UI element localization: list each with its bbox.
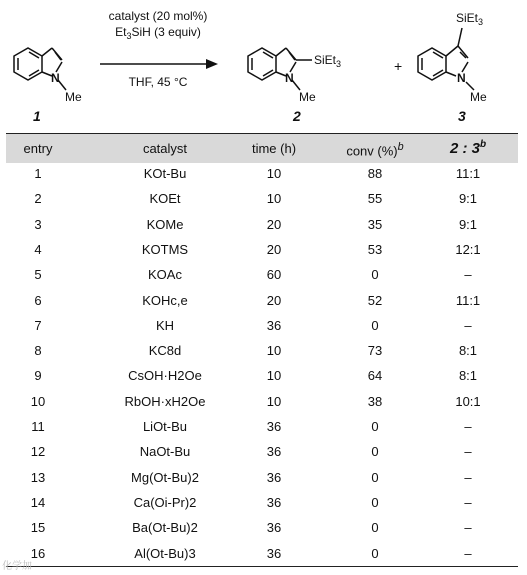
header-ratio bbox=[426, 139, 510, 157]
reaction-scheme bbox=[0, 0, 527, 128]
ratio-cell: 9:1 bbox=[458, 216, 478, 232]
ratio-cell: – bbox=[464, 545, 472, 561]
silyl-group-2: SiEt$_3$ bbox=[314, 53, 342, 69]
conversion-cell: 0 bbox=[371, 545, 379, 561]
entry-cell: 1 bbox=[34, 166, 42, 181]
entry-cell: 7 bbox=[34, 317, 42, 333]
table-row bbox=[6, 466, 518, 490]
compound-label-3: 3 bbox=[458, 108, 466, 124]
indole-structure-2 bbox=[248, 48, 312, 90]
catalyst-cell: KOt-Bu bbox=[143, 166, 187, 181]
time-cell: 36 bbox=[266, 317, 282, 333]
time-cell: 10 bbox=[266, 343, 282, 359]
table-row bbox=[6, 516, 518, 540]
table-row bbox=[6, 542, 518, 566]
solvent-temperature-condition: THF, 45 °C bbox=[128, 75, 188, 89]
header-ratio-label: 2 : 3 bbox=[449, 140, 480, 157]
time-cell: 60 bbox=[266, 267, 282, 283]
conversion-cell: 52 bbox=[367, 292, 383, 308]
time-cell: 36 bbox=[266, 419, 282, 434]
n-atom-2: N bbox=[285, 71, 294, 85]
arrow-head bbox=[206, 59, 218, 69]
silyl-group-3: SiEt$_3$ bbox=[456, 11, 484, 27]
ratio-cell: – bbox=[464, 267, 472, 283]
conversion-cell: 38 bbox=[367, 393, 383, 409]
table-row bbox=[6, 238, 518, 262]
catalyst-cell: KOHc,e bbox=[142, 292, 188, 308]
conversion-cell: 0 bbox=[371, 267, 379, 283]
table-row bbox=[6, 364, 518, 388]
time-cell: 36 bbox=[266, 494, 282, 510]
conversion-cell: 35 bbox=[367, 216, 383, 232]
entry-cell: 2 bbox=[34, 191, 42, 207]
time-cell: 20 bbox=[266, 216, 282, 232]
catalyst-cell: KC8d bbox=[148, 343, 182, 359]
entry-cell: 15 bbox=[30, 520, 46, 536]
table-row bbox=[6, 314, 518, 338]
table-row bbox=[6, 440, 518, 464]
header-ratio-footnote: b bbox=[479, 139, 487, 150]
catalyst-cell: Ca(Oi-Pr)2 bbox=[133, 494, 197, 510]
methyl-label-3: Me bbox=[470, 90, 487, 104]
plus-sign: + bbox=[394, 58, 403, 74]
table-row bbox=[6, 339, 518, 363]
table-row bbox=[6, 263, 518, 287]
entry-cell: 8 bbox=[34, 343, 42, 359]
entry-cell: 11 bbox=[31, 419, 45, 434]
catalyst-cell: KOEt bbox=[149, 191, 181, 207]
header-conversion-footnote: b bbox=[397, 141, 404, 153]
header-catalyst: catalyst bbox=[142, 141, 188, 156]
conversion-cell: 0 bbox=[371, 317, 379, 333]
watermark: 化学加 bbox=[2, 561, 32, 572]
table-header bbox=[6, 133, 518, 163]
header-time: time (h) bbox=[251, 141, 297, 156]
ratio-cell: 9:1 bbox=[458, 191, 478, 207]
compound-label-2: 2 bbox=[293, 108, 301, 124]
conversion-cell: 64 bbox=[367, 368, 383, 384]
entry-cell: 14 bbox=[30, 494, 46, 510]
ratio-cell: – bbox=[464, 494, 472, 510]
header-conversion bbox=[330, 141, 420, 158]
catalyst-cell: KOTMS bbox=[141, 241, 189, 257]
ratio-cell: 8:1 bbox=[458, 343, 478, 359]
ratio-cell: – bbox=[464, 444, 472, 460]
catalyst-cell: Al(Ot-Bu)3 bbox=[134, 545, 196, 561]
n-atom-1: N bbox=[51, 71, 60, 85]
time-cell: 10 bbox=[266, 393, 282, 409]
ratio-cell: – bbox=[464, 317, 472, 333]
conversion-cell: 53 bbox=[367, 241, 383, 257]
catalyst-cell: KOAc bbox=[148, 267, 182, 283]
methyl-label-2: Me bbox=[299, 90, 316, 104]
catalyst-cell: Ba(Ot-Bu)2 bbox=[132, 520, 198, 536]
ratio-cell: – bbox=[464, 469, 472, 485]
time-cell: 20 bbox=[266, 292, 282, 308]
table-row bbox=[6, 289, 518, 313]
entry-cell: 10 bbox=[30, 393, 46, 409]
conversion-cell: 0 bbox=[371, 444, 379, 460]
table-row bbox=[6, 162, 518, 186]
ratio-cell: – bbox=[464, 520, 472, 536]
ratio-cell: 10:1 bbox=[455, 393, 481, 409]
time-cell: 10 bbox=[266, 368, 282, 384]
conversion-cell: 73 bbox=[367, 343, 383, 359]
catalyst-condition: catalyst (20 mol%) bbox=[108, 9, 208, 23]
entry-cell: 13 bbox=[30, 469, 46, 485]
compound-label-1: 1 bbox=[33, 108, 41, 124]
table-row bbox=[6, 213, 518, 237]
conversion-cell: 0 bbox=[371, 419, 379, 434]
conversion-cell: 88 bbox=[367, 166, 383, 181]
time-cell: 36 bbox=[266, 444, 282, 460]
conversion-cell: 0 bbox=[371, 520, 379, 536]
entry-cell: 9 bbox=[34, 368, 42, 384]
entry-cell: 5 bbox=[34, 267, 42, 283]
entry-cell: 3 bbox=[34, 216, 42, 232]
ratio-cell: 12:1 bbox=[455, 241, 481, 257]
catalyst-cell: LiOt-Bu bbox=[142, 419, 188, 434]
entry-cell: 4 bbox=[34, 241, 42, 257]
time-cell: 36 bbox=[266, 469, 282, 485]
conversion-cell: 0 bbox=[371, 494, 379, 510]
time-cell: 36 bbox=[266, 545, 282, 561]
table-row bbox=[6, 491, 518, 515]
entry-cell: 12 bbox=[30, 444, 46, 460]
catalyst-cell: NaOt-Bu bbox=[139, 444, 191, 460]
ratio-cell: – bbox=[464, 419, 472, 434]
ratio-cell: 11:1 bbox=[455, 166, 481, 181]
table-row bbox=[6, 187, 518, 211]
ratio-cell: 8:1 bbox=[458, 368, 478, 384]
time-cell: 10 bbox=[266, 166, 282, 181]
ratio-cell: 11:1 bbox=[455, 292, 481, 308]
catalyst-cell: CsOH·H2Oe bbox=[128, 368, 202, 384]
table-row bbox=[6, 390, 518, 414]
conversion-cell: 0 bbox=[371, 469, 379, 485]
time-cell: 10 bbox=[266, 191, 282, 207]
conversion-cell: 55 bbox=[367, 191, 383, 207]
header-entry: entry bbox=[23, 141, 53, 156]
silane-condition: $Et_3SiH$ (3 equiv) bbox=[115, 25, 201, 41]
time-cell: 20 bbox=[266, 241, 282, 257]
catalyst-cell: Mg(Ot-Bu)2 bbox=[131, 469, 199, 485]
table-bottom-rule bbox=[6, 566, 518, 567]
entry-cell: 6 bbox=[34, 292, 42, 308]
methyl-label-1: Me bbox=[65, 90, 82, 104]
n-atom-3: N bbox=[457, 71, 466, 85]
time-cell: 36 bbox=[266, 520, 282, 536]
header-conversion-label: conv (%) bbox=[346, 143, 398, 159]
catalyst-cell: KOMe bbox=[146, 216, 184, 232]
catalyst-cell: RbOH·xH2Oe bbox=[124, 393, 206, 409]
catalyst-cell: KH bbox=[155, 317, 175, 333]
entry-cell: 16 bbox=[30, 545, 46, 561]
table-row bbox=[6, 415, 518, 439]
